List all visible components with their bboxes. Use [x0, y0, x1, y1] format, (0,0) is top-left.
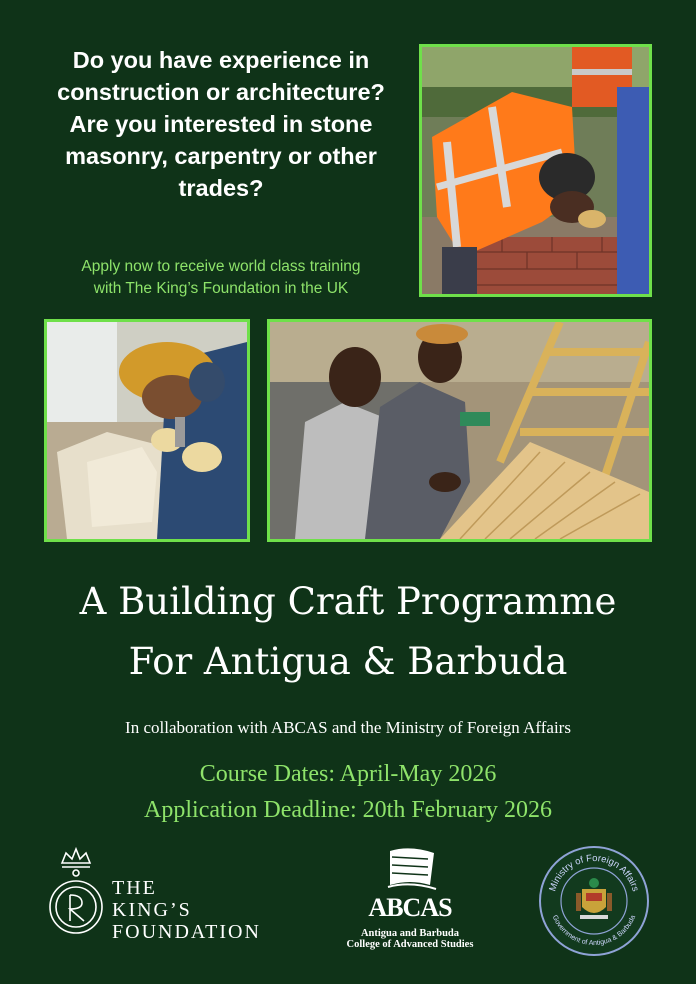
seal-ring-top: Ministry of Foreign Affairs	[547, 852, 641, 893]
headline-line: masonry, carpentry or other	[65, 143, 377, 169]
headline-questions	[30, 44, 412, 204]
dates-block	[0, 756, 696, 828]
apply-now-text	[30, 256, 412, 300]
abcas-wordmark: ABCAS	[368, 893, 452, 922]
headline-line: construction or architecture?	[57, 79, 385, 105]
photo-stone-carving	[44, 319, 250, 542]
kf-line-1: THE	[112, 877, 157, 899]
seal-ring-bottom: Government of Antigua & Barbuda	[550, 914, 638, 948]
headline-line: trades?	[178, 175, 264, 201]
title-line-1: A Building Craft Programme	[79, 580, 617, 623]
abcas-sub-line-1: Antigua and Barbuda	[360, 928, 460, 939]
collaboration-text: In collaboration with ABCAS and the Ministry of Foreign Affairs	[125, 718, 571, 737]
course-dates: Course Dates: April-May 2026	[199, 761, 497, 787]
apply-line: Apply now to receive world class training	[81, 258, 361, 275]
abcas-sub-line-2: College of Advanced Studies	[346, 939, 474, 950]
kf-line-3: FOUNDATION	[112, 921, 261, 943]
photo-carpentry-roof	[267, 319, 652, 542]
title-line-2: For Antigua & Barbuda	[128, 640, 568, 683]
programme-title	[0, 572, 696, 692]
abcas-subtitle	[320, 928, 500, 950]
apply-line: with The King’s Foundation in the UK	[93, 280, 349, 297]
application-deadline: Application Deadline: 20th February 2026	[144, 797, 552, 823]
open-book-icon	[388, 848, 436, 889]
photo-worker-hi-vis-wall	[419, 44, 652, 297]
crown-cipher-emblem	[50, 849, 102, 933]
kf-line-2: KING’S	[112, 899, 192, 921]
ministry-foreign-affairs-seal	[536, 845, 652, 957]
kings-foundation-wordmark	[112, 877, 261, 943]
headline-line: Do you have experience in	[72, 47, 370, 73]
headline-line: Are you interested in stone	[69, 111, 373, 137]
